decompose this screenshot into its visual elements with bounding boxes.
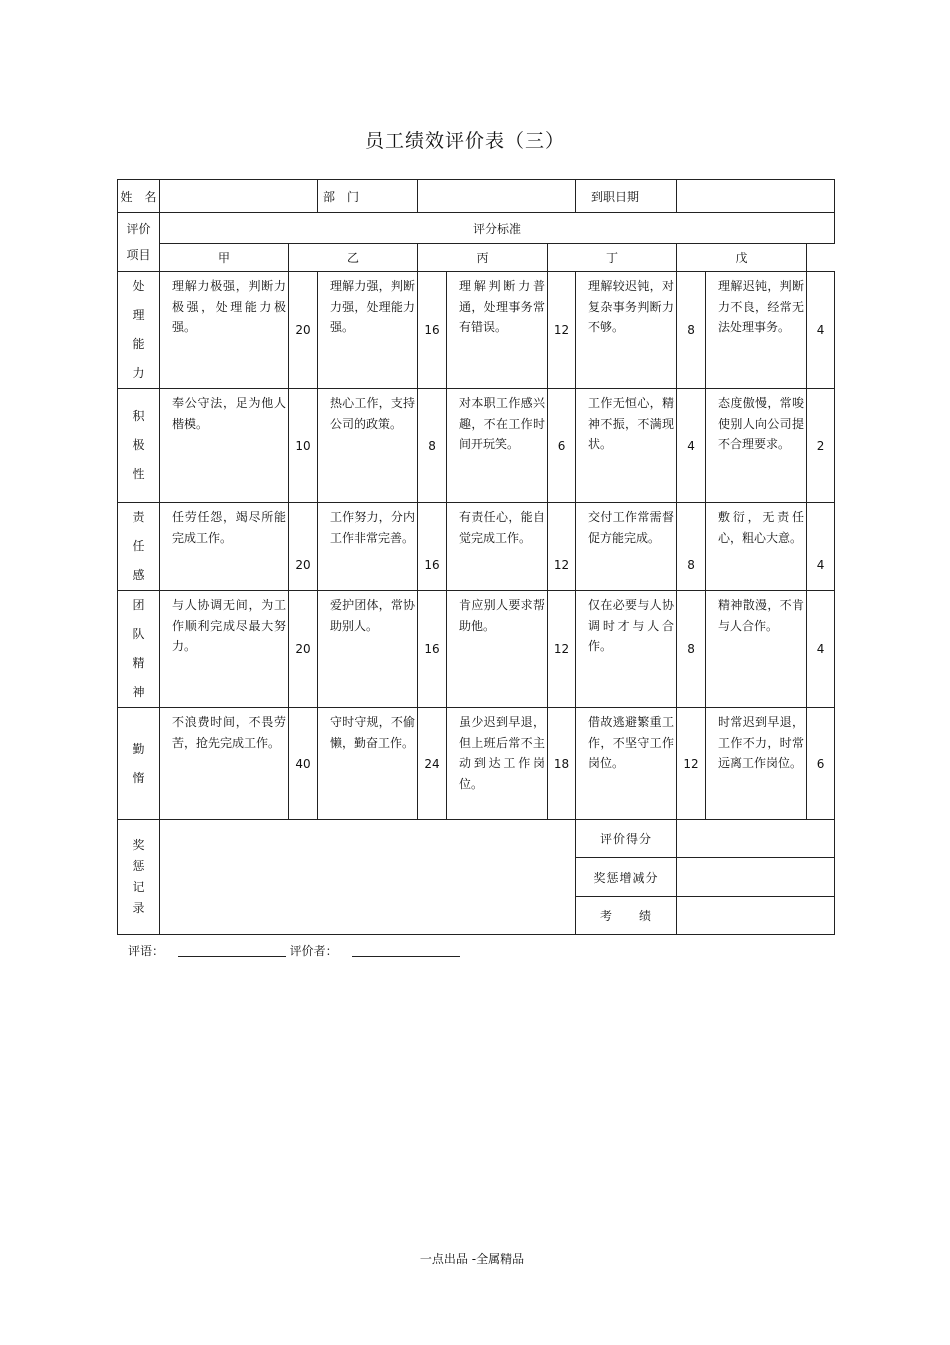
criteria-text: 对本职工作感兴趣，不在工作时间开玩笑。 [447, 389, 548, 503]
score-cell: 8 [677, 503, 706, 591]
criteria-text: 任劳任怨，竭尽所能完成工作。 [160, 503, 289, 591]
criteria-text: 理解较迟钝，对复杂事务判断力不够。 [576, 272, 677, 389]
reward-label: 奖 惩 记 录 [118, 820, 160, 935]
score-cell: 16 [418, 503, 447, 591]
date-field[interactable] [677, 180, 835, 213]
item-cell: 团 队 精 神 [118, 591, 160, 708]
grade-header-jia: 甲 [160, 244, 289, 272]
criteria-text: 不浪费时间，不畏劳苦，抢先完成工作。 [160, 708, 289, 820]
criteria-text: 敷衍，无责任心，粗心大意。 [706, 503, 807, 591]
criteria-text: 守时守规，不偷懒，勤奋工作。 [318, 708, 418, 820]
item-cell: 勤 惰 [118, 708, 160, 820]
score-cell: 20 [289, 503, 318, 591]
score-cell: 12 [677, 708, 706, 820]
score-cell: 4 [677, 389, 706, 503]
table-row [118, 503, 835, 591]
name-field[interactable] [160, 180, 318, 213]
criteria-text: 热心工作，支持公司的政策。 [318, 389, 418, 503]
reward-adjust-field[interactable] [677, 858, 835, 897]
score-cell: 8 [677, 591, 706, 708]
dept-field[interactable] [418, 180, 576, 213]
criteria-text: 爱护团体，常协助别人。 [318, 591, 418, 708]
score-cell: 12 [548, 503, 576, 591]
score-cell: 20 [289, 591, 318, 708]
score-cell: 10 [289, 389, 318, 503]
criteria-text: 理解判断力普通，处理事务常有错误。 [447, 272, 548, 389]
criteria-text: 借故逃避繁重工作，不坚守工作岗位。 [576, 708, 677, 820]
item-cell: 责 任 感 [118, 503, 160, 591]
score-cell: 8 [418, 389, 447, 503]
date-label: 到职日期 [576, 180, 677, 213]
name-label: 姓 名 [118, 180, 160, 213]
criteria-text: 时常迟到早退，工作不力，时常远离工作岗位。 [706, 708, 807, 820]
table-row [118, 389, 835, 503]
score-cell: 4 [807, 272, 835, 389]
dept-label: 部 门 [318, 180, 418, 213]
reward-record-field[interactable] [160, 820, 576, 935]
score-cell: 40 [289, 708, 318, 820]
criteria-text: 交付工作常需督促方能完成。 [576, 503, 677, 591]
grade-header-yi: 乙 [289, 244, 418, 272]
score-cell: 4 [807, 503, 835, 591]
table-row [118, 708, 835, 820]
comment-line [128, 942, 460, 959]
criteria-text: 虽少迟到早退，但上班后常不主动到达工作岗位。 [447, 708, 548, 820]
criteria-text: 仅在必要与人协调时才与人合作。 [576, 591, 677, 708]
criteria-text: 工作无恒心，精神不振，不满现状。 [576, 389, 677, 503]
bottom-caption: 一点出品 -全属精品 [419, 1252, 525, 1266]
performance-label: 考 绩 [576, 897, 677, 935]
criteria-text: 理解力极强，判断力极强，处理能力极强。 [160, 272, 289, 389]
item-header-line-2: 项目 [126, 248, 151, 262]
score-cell: 16 [418, 272, 447, 389]
evaluation-table [117, 179, 835, 935]
performance-field[interactable] [677, 897, 835, 935]
score-cell: 4 [807, 591, 835, 708]
score-cell: 24 [418, 708, 447, 820]
score-total-field[interactable] [677, 820, 835, 858]
criteria-text: 工作努力，分内工作非常完善。 [318, 503, 418, 591]
evaluator-label: 评价者： [289, 944, 338, 958]
score-cell: 12 [548, 272, 576, 389]
score-cell: 6 [807, 708, 835, 820]
grade-header-row [118, 244, 835, 272]
score-cell: 16 [418, 591, 447, 708]
table-row [118, 591, 835, 708]
criteria-text: 有责任心，能自觉完成工作。 [447, 503, 548, 591]
item-cell: 积 极 性 [118, 389, 160, 503]
criteria-text: 理解力强，判断力强，处理能力强。 [318, 272, 418, 389]
criteria-text: 肯应别人要求帮助他。 [447, 591, 548, 708]
score-total-label: 评价得分 [576, 820, 677, 858]
grade-header-wu: 戊 [677, 244, 807, 272]
criteria-text: 理解迟钝，判断力不良，经常无法处理事务。 [706, 272, 807, 389]
score-cell: 20 [289, 272, 318, 389]
score-cell: 8 [677, 272, 706, 389]
comment-label: 评语： [128, 944, 165, 958]
grade-header-bing: 丙 [418, 244, 548, 272]
criteria-text: 与人协调无间，为工作顺利完成尽最大努力。 [160, 591, 289, 708]
score-cell: 2 [807, 389, 835, 503]
reward-adjust-label: 奖惩增减分 [576, 858, 677, 897]
score-cell: 18 [548, 708, 576, 820]
criteria-header: 评分标准 [160, 213, 835, 244]
item-header-line-1: 评价 [126, 222, 151, 236]
item-header [118, 213, 160, 272]
criteria-text: 态度傲慢，常唆使别人向公司提不合理要求。 [706, 389, 807, 503]
score-cell: 6 [548, 389, 576, 503]
header-row [118, 180, 835, 213]
page-title: 员工绩效评价表（三） [364, 130, 565, 152]
comment-field[interactable] [178, 944, 286, 957]
grade-header-ding: 丁 [548, 244, 677, 272]
item-cell: 处 理 能 力 [118, 272, 160, 389]
criteria-text: 奉公守法，足为他人楷模。 [160, 389, 289, 503]
table-row [118, 272, 835, 389]
score-cell: 12 [548, 591, 576, 708]
evaluator-field[interactable] [352, 944, 460, 957]
criteria-text: 精神散漫，不肯与人合作。 [706, 591, 807, 708]
